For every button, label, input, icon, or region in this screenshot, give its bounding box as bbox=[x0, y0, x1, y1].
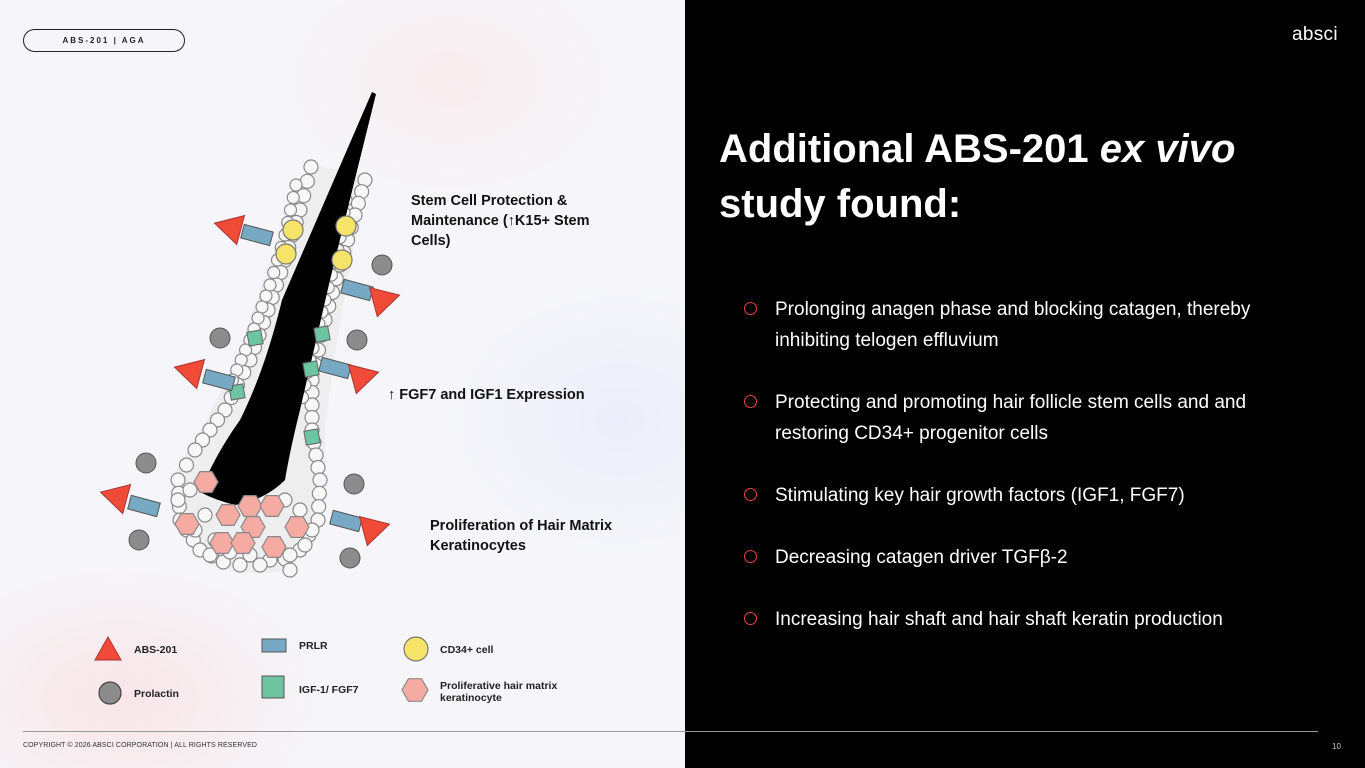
label-proliferation: Proliferation of Hair Matrix Keratinocytes bbox=[430, 518, 613, 554]
keratinocyte-hexagon bbox=[285, 517, 309, 538]
hair-shaft bbox=[200, 92, 376, 505]
sheath-cell bbox=[180, 458, 194, 472]
finding-item bbox=[744, 604, 1304, 635]
sheath-cell bbox=[285, 204, 297, 216]
legend-cd34-icon bbox=[404, 637, 428, 661]
title-line2: study found: bbox=[719, 182, 962, 226]
finding-item bbox=[744, 387, 1304, 449]
prolactin-circle bbox=[136, 453, 156, 473]
finding-text: Prolonging anagen phase and blocking catagen, thereby inhibiting telogen effluvium bbox=[775, 299, 1251, 351]
prlr-receptor bbox=[330, 510, 363, 531]
bulb-cell bbox=[283, 563, 297, 577]
finding-text: Increasing hair shaft and hair shaft keratin production bbox=[775, 609, 1223, 630]
sheath-cell bbox=[268, 267, 280, 279]
bulb-cell bbox=[253, 558, 267, 572]
cd34-cell bbox=[283, 220, 303, 240]
sheath-cell bbox=[312, 486, 326, 500]
title-italic: ex vivo bbox=[1099, 127, 1236, 171]
prolactin-circle bbox=[344, 474, 364, 494]
keratinocyte-hexagon bbox=[231, 533, 255, 554]
sheath-cell bbox=[304, 160, 318, 174]
bullet-circle-icon bbox=[744, 488, 757, 501]
bullet-circle-icon bbox=[744, 612, 757, 625]
bulb-cell bbox=[283, 548, 297, 562]
keratinocyte-hexagon bbox=[260, 496, 284, 517]
sheath-cell bbox=[252, 312, 264, 324]
sheath-cell bbox=[188, 443, 202, 457]
keratinocyte-hexagon bbox=[175, 514, 199, 535]
prolactin-circle bbox=[347, 330, 367, 350]
sheath-cell bbox=[290, 179, 302, 191]
keratinocyte-hexagon bbox=[238, 496, 262, 517]
prolactin-circle bbox=[372, 255, 392, 275]
bulb-cell bbox=[233, 558, 247, 572]
bulb-cell bbox=[298, 538, 312, 552]
bulb-cell bbox=[183, 483, 197, 497]
sheath-cell bbox=[309, 448, 323, 462]
abs201-triangle bbox=[97, 478, 131, 514]
section-tag: ABS-201 | AGA bbox=[23, 29, 185, 52]
sheath-cell bbox=[312, 500, 326, 514]
sheath-cell bbox=[171, 473, 185, 487]
finding-text: Stimulating key hair growth factors (IGF1, FGF7) bbox=[775, 485, 1185, 506]
bullet-circle-icon bbox=[744, 395, 757, 408]
sheath-cell bbox=[264, 279, 276, 291]
prolactin-circle bbox=[340, 548, 360, 568]
sheath-cell bbox=[287, 192, 299, 204]
keratinocyte-hexagon bbox=[216, 505, 240, 526]
title-line1: Additional ABS-201 bbox=[719, 127, 1100, 171]
legend-keratinocyte-icon bbox=[402, 679, 428, 702]
page-number: 10 bbox=[1332, 742, 1341, 751]
legend-keratinocyte-label: Proliferative hair matrix keratinocyte bbox=[440, 680, 558, 704]
sheath-cell bbox=[260, 290, 272, 302]
igf-square bbox=[314, 326, 330, 342]
finding-item bbox=[744, 480, 1304, 511]
bullet-circle-icon bbox=[744, 302, 757, 315]
igf-square bbox=[303, 361, 319, 377]
legend-abs201-label: ABS-201 bbox=[134, 644, 178, 656]
legend-prlr-icon bbox=[262, 639, 286, 652]
sheath-cell bbox=[305, 411, 319, 425]
sheath-cell bbox=[313, 473, 327, 487]
footer-divider bbox=[23, 731, 1318, 732]
cd34-cell bbox=[276, 244, 296, 264]
cd34-cell bbox=[332, 250, 352, 270]
abs201-triangle bbox=[360, 510, 394, 546]
absci-logo: absci bbox=[1292, 24, 1338, 45]
abs201-triangle bbox=[349, 358, 383, 394]
bulb-cell bbox=[198, 508, 212, 522]
finding-item bbox=[744, 294, 1304, 356]
slide-title bbox=[719, 122, 1319, 232]
label-stem-cell: Stem Cell Protection & Maintenance (↑K15+ Stem Cells) bbox=[411, 193, 590, 249]
legend-abs201-icon bbox=[95, 637, 121, 660]
label-fgf7-igf1: ↑ FGF7 and IGF1 Expression bbox=[388, 387, 585, 403]
prolactin-circle bbox=[129, 530, 149, 550]
bullet-circle-icon bbox=[744, 550, 757, 563]
legend-cd34-label: CD34+ cell bbox=[440, 644, 494, 656]
igf-square bbox=[247, 330, 263, 346]
prlr-receptor bbox=[128, 495, 161, 516]
sheath-cell bbox=[311, 461, 325, 475]
igf-square bbox=[304, 429, 320, 445]
findings-list bbox=[744, 294, 1304, 666]
legend-igf-icon bbox=[262, 676, 284, 698]
bulb-cell bbox=[171, 493, 185, 507]
copyright: COPYRIGHT © 2026 ABSCI CORPORATION | ALL RIGHTS RESERVED bbox=[23, 742, 258, 749]
legend-prolactin-label: Prolactin bbox=[134, 688, 179, 700]
finding-text: Decreasing catagen driver TGFβ-2 bbox=[775, 547, 1068, 568]
keratinocyte-hexagon bbox=[194, 472, 218, 493]
legend-prolactin-icon bbox=[99, 682, 121, 704]
hair-follicle-diagram bbox=[0, 0, 685, 730]
keratinocyte-hexagon bbox=[262, 537, 286, 558]
abs201-triangle bbox=[211, 209, 245, 245]
abs201-triangle bbox=[171, 353, 205, 389]
abs201-triangle bbox=[370, 281, 404, 317]
prlr-receptor bbox=[241, 224, 274, 245]
finding-text: Protecting and promoting hair follicle stem cells and and restoring CD34+ progenitor cells bbox=[775, 392, 1247, 444]
legend-prlr-label: PRLR bbox=[299, 640, 328, 652]
prlr-receptor bbox=[341, 279, 374, 300]
bulb-cell bbox=[293, 503, 307, 517]
prolactin-circle bbox=[210, 328, 230, 348]
sheath-cell bbox=[256, 301, 268, 313]
finding-item bbox=[744, 542, 1304, 573]
legend-igf-label: IGF-1/ FGF7 bbox=[299, 684, 359, 696]
cd34-cell bbox=[336, 216, 356, 236]
